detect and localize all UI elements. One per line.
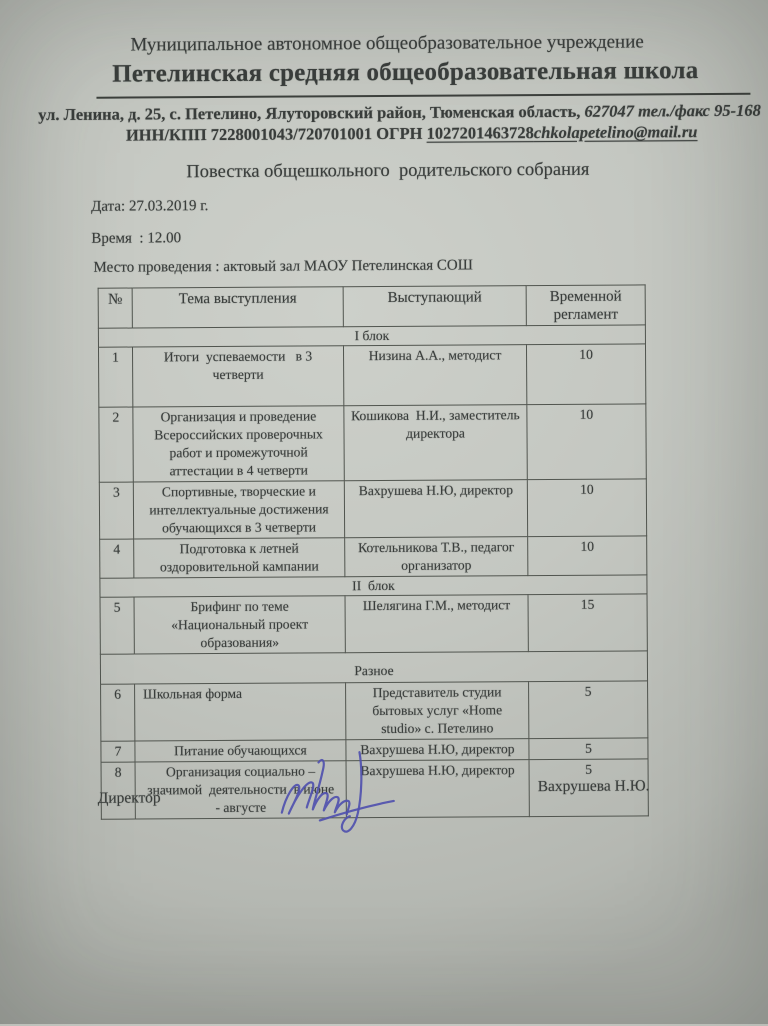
- meta-place: Место проведения : актовый зал МАОУ Петелинская СОШ: [93, 257, 473, 276]
- num-cell: 8: [101, 762, 135, 819]
- time-cell: 5: [529, 738, 648, 760]
- meta-date: Дата: 27.03.2019 г.: [91, 198, 209, 215]
- speaker-cell: Шелягина Г.М., методист: [345, 595, 528, 653]
- num-cell: 1: [98, 347, 132, 407]
- time-cell: 10: [527, 479, 646, 537]
- signature-stroke: [282, 782, 314, 813]
- ogrn-number: 1027201463728: [426, 123, 534, 143]
- director-label: Директор: [97, 789, 161, 807]
- signature-stroke: [313, 760, 350, 815]
- table-row: [99, 404, 646, 482]
- registration-line: [28, 121, 768, 146]
- signature-stroke: [341, 752, 361, 832]
- director-name: Вахрушева Н.Ю.: [537, 777, 650, 796]
- speaker-cell: Вахрушева Н.Ю, директор: [344, 480, 527, 538]
- num-cell: 7: [101, 741, 135, 762]
- time-cell: 10: [528, 536, 647, 576]
- num-cell: 6: [101, 684, 135, 741]
- time-cell: 10: [527, 404, 646, 480]
- reg-prefix: ИНН/КПП 7228001043/720701001 ОГРН: [125, 123, 427, 145]
- org-name-line: Петелинская средняя общеобразовательная школа: [112, 57, 699, 88]
- reg-underlined-part: [427, 122, 698, 143]
- num-cell: 5: [100, 597, 134, 654]
- topic-cell: Школьная форма: [135, 683, 346, 741]
- col-header-speaker: Выступающий: [343, 286, 526, 327]
- org-type-line: Муниципальное автономное общеобразовательное учреждение: [130, 31, 644, 56]
- topic-cell: Итоги успеваемости в 3 четверти: [132, 346, 343, 407]
- section-label: Разное: [100, 651, 647, 684]
- col-header-num: №: [98, 288, 132, 328]
- topic-cell: Организация социально – значимой деятельности в июне - августе: [135, 761, 346, 819]
- handwritten-signature: [269, 746, 410, 842]
- time-cell: 15: [528, 594, 647, 652]
- speaker-cell: Кошикова Н.И., заместитель директора: [344, 405, 527, 481]
- speaker-cell: Котельникова Т.В., педагог организатор: [345, 537, 528, 577]
- time-cell: 5: [529, 759, 648, 817]
- speaker-cell: Вахрушева Н.Ю, директор: [346, 739, 529, 761]
- table-row: [99, 479, 646, 539]
- speaker-cell: Вахрушева Н.Ю, директор: [346, 760, 529, 818]
- address-contact: 627047 тел./факс 95-168: [584, 100, 761, 121]
- section-label: II блок: [100, 575, 647, 597]
- topic-cell: Организация и проведение Всероссийских проверочных работ и промежуточной аттестации в 4 четверти: [133, 406, 344, 482]
- topic-cell: Брифинг по теме «Национальный проект образования»: [134, 596, 345, 654]
- table-row: [101, 681, 648, 741]
- time-cell: 5: [529, 681, 648, 739]
- header-rule: [96, 93, 750, 99]
- table-header-row: [98, 285, 645, 328]
- agenda-table: [98, 284, 649, 819]
- col-header-time: Временной регламент: [526, 285, 645, 326]
- topic-cell: Подготовка к летней оздоровительной кампании: [134, 538, 345, 578]
- topic-cell: Питание обучающихся: [135, 740, 346, 762]
- table-row: [98, 344, 645, 407]
- table-row: [100, 594, 647, 654]
- num-cell: 3: [99, 482, 133, 539]
- table-row: [100, 536, 647, 578]
- section-row-misc: [100, 651, 647, 684]
- address-main: ул. Ленина, д. 25, с. Петелино, Ялуторовский район, Тюменская область,: [38, 101, 585, 125]
- time-cell: 10: [526, 344, 645, 405]
- topic-cell: Спортивные, творческие и интеллектуальные достижения обучающихся в 3 четверти: [133, 481, 344, 539]
- num-cell: 2: [99, 407, 133, 482]
- num-cell: 4: [100, 539, 134, 578]
- col-header-topic: Тема выступления: [132, 287, 343, 328]
- section-label: I блок: [98, 325, 645, 347]
- email-text: chkolapetelino@mail.ru: [533, 122, 698, 143]
- meta-time: Время : 12.00: [91, 230, 182, 247]
- page-title: Повестка общешкольного родительского собрания: [186, 159, 590, 183]
- speaker-cell: Низина А.А., методист: [343, 345, 526, 406]
- speaker-cell: Представитель студии бытовых услуг «Home studio» с. Петелино: [346, 682, 529, 740]
